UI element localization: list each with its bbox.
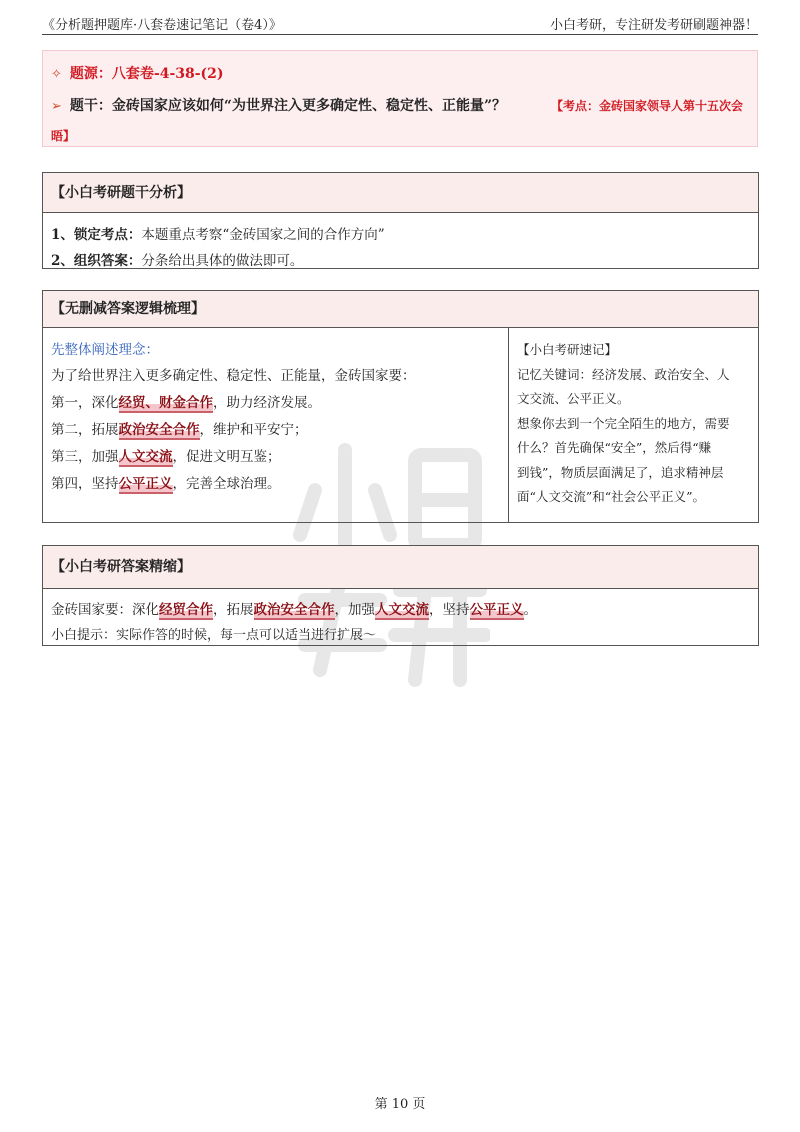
summary-section [42,545,759,646]
page-number: 第 10 页 [374,1097,426,1112]
memo-line: 面“人文交流”和“社会公平正义”。 [517,489,706,504]
arrow-bullet-icon: ➢ [51,99,62,114]
header-slogan: 小白考研，专注研发考研刷题神器！ [549,18,758,33]
analysis-title: 【小白考研题干分析】 [43,173,758,213]
logic-section [42,290,759,523]
diamond-icon: ✧ [51,67,62,82]
logic-body [43,328,758,522]
summary-tip: 小白提示：实际作答的时候，每一点可以适当进行扩展～ [51,628,377,643]
logic-point-4: 第四，坚持公平正义，完善全球治理。 [51,476,281,492]
summary-title: 【小白考研答案精缩】 [43,546,758,589]
logic-intro: 为了给世界注入更多确定性、稳定性、正能量，金砖国家要： [51,368,416,384]
memo-line: 什么？首先确保“安全”，然后得“赚 [517,440,712,455]
column-divider [508,328,509,522]
logic-point-1: 第一，深化经贸、财金合作，助力经济发展。 [51,395,321,411]
memo-title: 【小白考研速记】 [517,342,618,357]
logic-point-2: 第二，拓展政治安全合作，维护和平安宁； [51,422,308,438]
page-header [42,12,758,35]
memo-box [517,338,730,510]
memo-line: 记忆关键词：经济发展、政治安全、人 [517,366,730,382]
logic-lead: 先整体阐述理念： [51,342,159,358]
logic-point-3: 第三，加强人文交流，促进文明互鉴； [51,449,281,465]
question-stem: ➢ 题干：金砖国家应该如何“为世界注入更多确定性、稳定性、正能量”？ [51,98,507,114]
kaodian-tag: 【考点：金砖国家领导人第十五次会 [551,99,744,113]
header-title: 《分析题押题库·八套卷速记笔记（卷4）》 [42,18,282,33]
question-source: ✧ 题源：八套卷-4-38-(2) [51,66,224,82]
question-box [42,50,758,147]
memo-line: 想象你去到一个完全陌生的地方，需要 [517,415,730,431]
analysis-item-1: 1、锁定考点：本题重点考察“金砖国家之间的合作方向” [51,227,385,243]
logic-title: 【无删减答案逻辑梳理】 [43,291,758,328]
analysis-section [42,172,759,269]
memo-line: 文交流、公平正义。 [517,391,630,406]
summary-answer: 金砖国家要：深化经贸合作，拓展政治安全合作，加强人文交流，坚持公平正义。 [51,602,537,618]
memo-line: 到钱”，物质层面满足了，追求精神层 [517,464,724,480]
analysis-item-2: 2、组织答案：分条给出具体的做法即可。 [51,253,304,269]
kaodian-tag-cont: 晤】 [51,129,76,143]
